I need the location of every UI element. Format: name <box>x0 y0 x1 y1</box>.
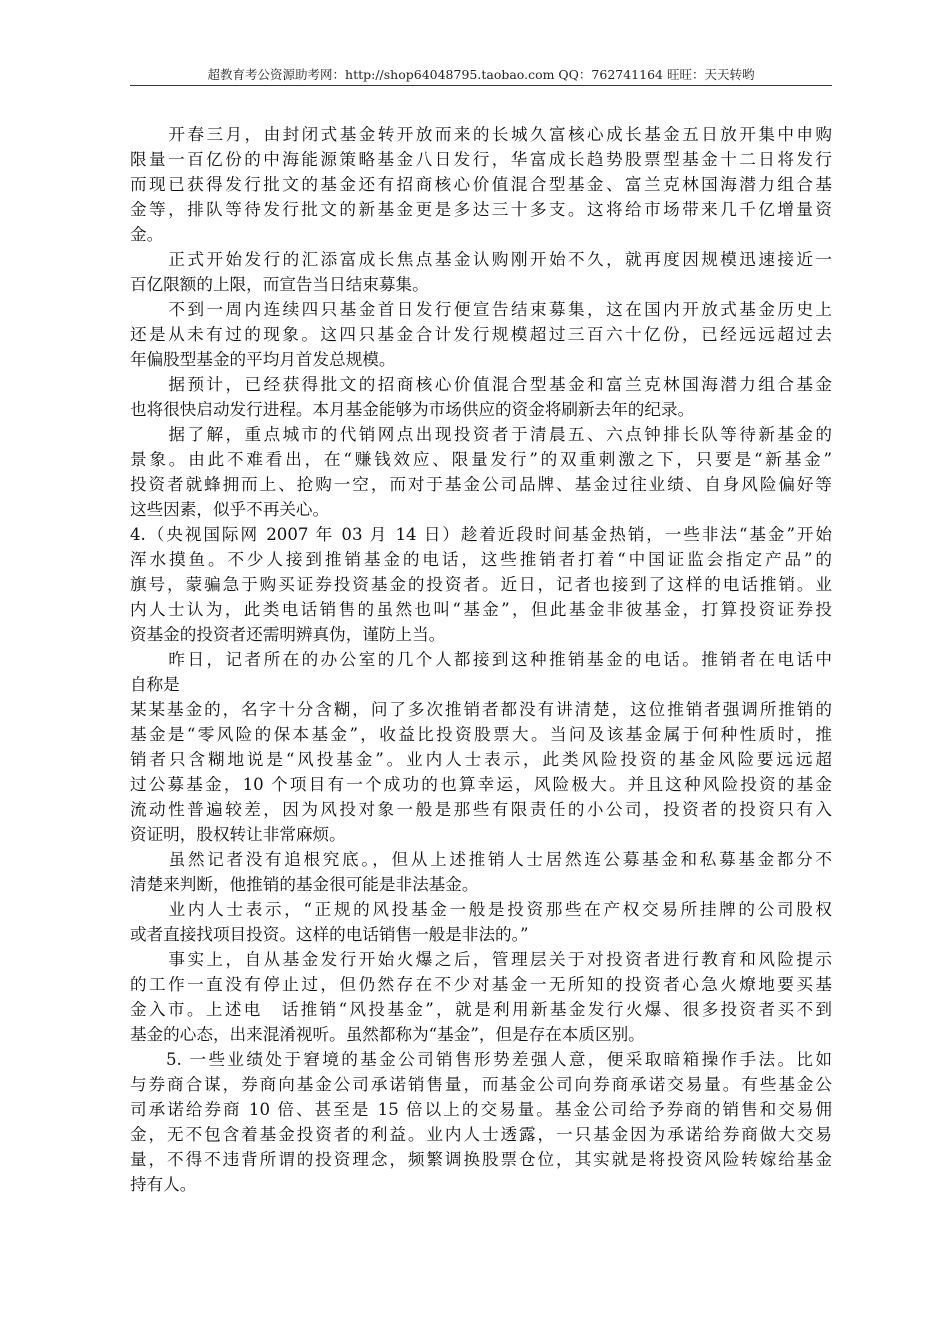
text-line <box>130 547 832 572</box>
text-line <box>130 422 832 447</box>
text-line <box>130 972 832 997</box>
text-line-content: 持有人。 <box>130 1175 197 1194</box>
text-line-content: 开春三月，由封闭式基金转开放而来的长城久富核心成长基金五日放开集中申购 <box>166 125 832 144</box>
text-line-content: 旗号，蒙骗急于购买证券投资基金的投资者。近日，记者也接到了这样的电话推销。业 <box>130 575 832 594</box>
text-line-content: 投资者就蜂拥而上、抢购一空，而对于基金公司品牌、基金过往业绩、自身风险偏好等 <box>130 475 832 494</box>
text-line <box>130 1072 832 1097</box>
text-line <box>130 1097 832 1122</box>
text-line <box>130 697 832 722</box>
text-line <box>130 997 832 1022</box>
text-line <box>130 497 832 522</box>
text-line-content: 过公募基金，10 个项目有一个成功的也算幸运，风险极大。并且这种风险投资的基金 <box>130 775 832 794</box>
text-line <box>130 647 832 672</box>
text-line <box>130 222 832 247</box>
text-line-content: 资基金的投资者还需明辨真伪，谨防上当。 <box>130 625 446 644</box>
text-line <box>130 147 832 172</box>
text-line-content: 还是从未有过的现象。这四只基金合计发行规模超过三百六十亿份，已经远远超过去 <box>130 325 832 344</box>
text-line <box>130 197 832 222</box>
text-line-content: 限量一百亿份的中海能源策略基金八日发行，华富成长趋势股票型基金十二日将发行 <box>130 150 832 169</box>
text-line <box>130 947 832 972</box>
text-line-content: 销者只含糊地说是“风投基金”。业内人士表示，此类风险投资的基金风险要远远超 <box>130 750 832 769</box>
text-line-content: 浑水摸鱼。不少人接到推销基金的电话，这些推销者打着“中国证监会指定产品”的 <box>130 550 832 569</box>
text-line-content: 事实上，自从基金发行开始火爆之后，管理层关于对投资者进行教育和风险提示 <box>166 950 832 969</box>
text-line <box>130 872 832 897</box>
text-line <box>130 897 832 922</box>
text-line-content: 司承诺给券商 10 倍、甚至是 15 倍以上的交易量。基金公司给予券商的销售和交易佣 <box>130 1100 832 1119</box>
text-line-content: 流动性普遍较差，因为风投对象一般是那些有限责任的小公司，投资者的投资只有入 <box>130 800 832 819</box>
text-line <box>130 772 832 797</box>
text-line <box>130 572 832 597</box>
text-line-content: 金等，排队等待发行批文的新基金更是多达三十多支。这将给市场带来几千亿增量资 <box>130 200 832 219</box>
text-line-content: 虽然记者没有追根究底。，但从上述推销人士居然连公募基金和私募基金都分不 <box>166 850 832 869</box>
text-line-content: 资证明，股权转让非常麻烦。 <box>130 825 346 844</box>
document-body <box>130 122 832 1197</box>
text-line <box>130 747 832 772</box>
text-line <box>130 297 832 322</box>
page-header: 超教育考公资源助考网：http://shop64048795.taobao.com QQ：762741164 旺旺：天天转哟 <box>207 67 755 82</box>
text-line <box>130 1172 832 1197</box>
text-line <box>130 822 832 847</box>
text-line-content: 金，无不包含着基金投资者的利益。业内人士透露，一只基金因为承诺给券商做大交易 <box>130 1125 832 1144</box>
text-line <box>130 1047 832 1072</box>
text-line-content: 据了解，重点城市的代销网点出现投资者于清晨五、六点钟排长队等待新基金的 <box>166 425 832 444</box>
text-line <box>130 172 832 197</box>
text-line <box>130 272 832 297</box>
text-line <box>130 1122 832 1147</box>
text-line-content: 的工作一直没有停止过，但仍然存在不少对基金一无所知的投资者心急火燎地要买基 <box>130 975 832 994</box>
text-line <box>130 247 832 272</box>
text-line-content: 基金的心态，出来混淆视听。虽然都称为“基金”，但是存在本质区别。 <box>130 1025 645 1044</box>
text-line-content: 也将很快启动发行进程。本月基金能够为市场供应的资金将刷新去年的纪录。 <box>130 400 695 419</box>
text-line-content: 基金是“零风险的保本基金”，收益比投资股票大。当问及该基金属于何种性质时，推 <box>130 725 832 744</box>
text-line-content: 某某基金的，名字十分含糊，问了多次推销者都没有讲清楚，这位推销者强调所推销的 <box>130 700 832 719</box>
text-line <box>130 447 832 472</box>
text-line <box>130 922 832 947</box>
text-line-content: 不到一周内连续四只基金首日发行便宣告结束募集，这在国内开放式基金历史上 <box>166 300 832 319</box>
text-line <box>130 322 832 347</box>
text-line-content: 与券商合谋，券商向基金公司承诺销售量，而基金公司向券商承诺交易量。有些基金公 <box>130 1075 832 1094</box>
text-line-content: 正式开始发行的汇添富成长焦点基金认购刚开始不久，就再度因规模迅速接近一 <box>166 250 832 269</box>
text-line <box>130 122 832 147</box>
text-line <box>130 1147 832 1172</box>
text-line-content: 年偏股型基金的平均月首发总规模。 <box>130 350 396 369</box>
text-line-content: 或者直接找项目投资。这样的电话销售一般是非法的。” <box>130 925 529 944</box>
text-line-content: 内人士认为，此类电话销售的虽然也叫“基金”，但此基金非彼基金，打算投资证券投 <box>130 600 832 619</box>
text-line-content: 昨日，记者所在的办公室的几个人都接到这种推销基金的电话。推销者在电话中 <box>166 650 832 669</box>
text-line-content: 而现已获得发行批文的基金还有招商核心价值混合型基金、富兰克林国海潜力组合基 <box>130 175 832 194</box>
text-line-content: 业内人士表示，“正规的风投基金一般是投资那些在产权交易所挂牌的公司股权 <box>166 900 832 919</box>
text-line-content: 自称是 <box>130 675 180 694</box>
text-line <box>130 722 832 747</box>
text-line-content: 据预计，已经获得批文的招商核心价值混合型基金和富兰克林国海潜力组合基金 <box>166 375 832 394</box>
text-line <box>130 597 832 622</box>
text-line <box>130 622 832 647</box>
text-line-content: 这些因素，似乎不再关心。 <box>130 500 330 519</box>
header-divider <box>130 85 832 86</box>
text-line <box>130 472 832 497</box>
text-line-content: 金入市。上述电 话推销“风投基金”，就是利用新基金发行火爆、很多投资者买不到 <box>130 1000 832 1019</box>
text-line <box>130 1022 832 1047</box>
text-line-content: 金。 <box>130 225 164 244</box>
text-line-content: 4.（央视国际网 2007 年 03 月 14 日）趁着近段时间基金热销，一些非法“基金”开始 <box>130 525 832 544</box>
text-line-content: 量，不得不违背所谓的投资理念，频繁调换股票仓位，其实就是将投资风险转嫁给基金 <box>130 1150 832 1169</box>
text-line-content: 景象。由此不难看出，在“赚钱效应、限量发行”的双重刺激之下，只要是“新基金” <box>130 450 832 469</box>
text-line <box>130 672 832 697</box>
text-line-content: 清楚来判断，他推销的基金很可能是非法基金。 <box>130 875 479 894</box>
text-line <box>130 847 832 872</box>
text-line <box>130 372 832 397</box>
text-line <box>130 397 832 422</box>
text-line-content: 百亿限额的上限，而宣告当日结束募集。 <box>130 275 429 294</box>
text-line <box>130 522 832 547</box>
text-line <box>130 797 832 822</box>
text-line <box>130 347 832 372</box>
text-line-content: 5. 一些业绩处于窘境的基金公司销售形势差强人意，便采取暗箱操作手法。比如 <box>166 1050 832 1069</box>
